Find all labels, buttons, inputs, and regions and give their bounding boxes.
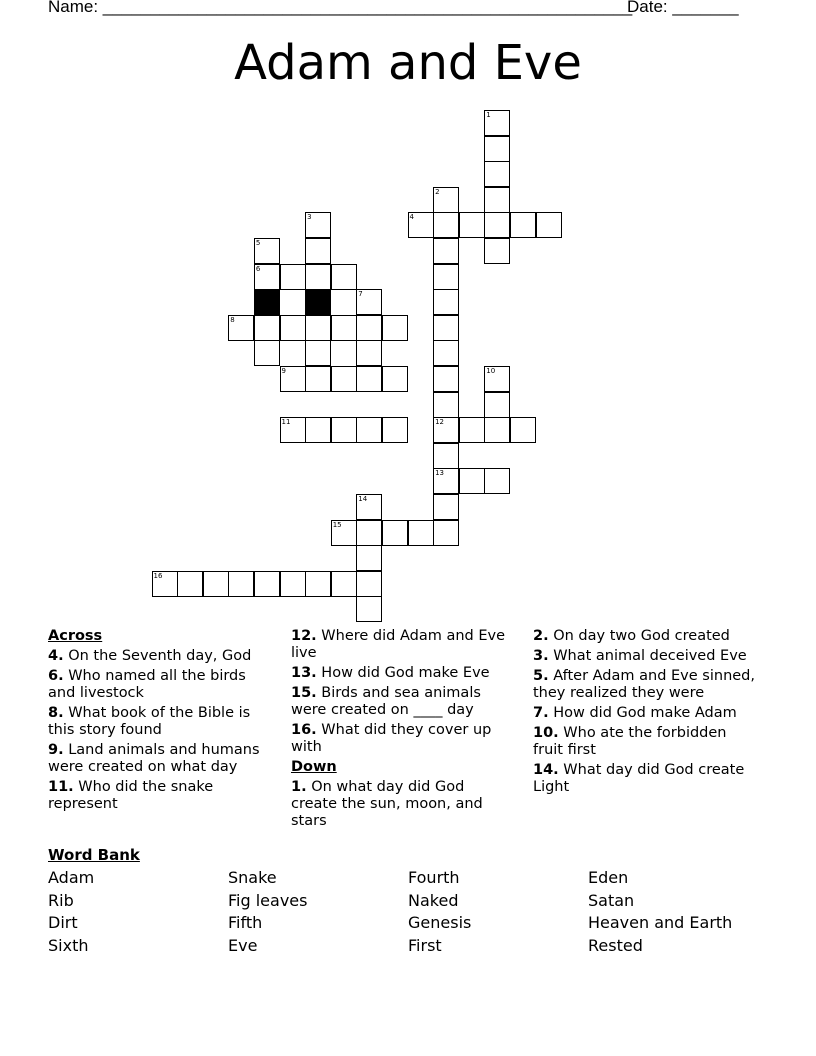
- clue: [533, 725, 755, 759]
- crossword-cell[interactable]: [459, 468, 485, 494]
- black-cell: [254, 289, 280, 315]
- crossword-cell[interactable]: [331, 417, 357, 443]
- down-heading: Down: [291, 759, 337, 775]
- crossword-cell[interactable]: [484, 417, 510, 443]
- word-bank-heading: Word Bank: [48, 846, 140, 864]
- crossword-cell[interactable]: [433, 315, 459, 341]
- crossword-cell[interactable]: [433, 392, 459, 418]
- word-bank-item: Eve: [228, 936, 258, 956]
- clue-text: On the Seventh day, God: [63, 648, 252, 664]
- crossword-cell[interactable]: [356, 417, 382, 443]
- clue: [533, 628, 755, 645]
- crossword-cell[interactable]: [459, 212, 485, 238]
- crossword-cell[interactable]: [433, 468, 459, 494]
- crossword-cell[interactable]: [484, 161, 510, 187]
- crossword-cell[interactable]: [433, 238, 459, 264]
- crossword-cell[interactable]: [510, 212, 536, 238]
- clue-number: 7.: [533, 705, 549, 721]
- clue-number: 11: [281, 418, 291, 427]
- clue-number: 9.: [48, 742, 64, 758]
- clue-text: Birds and sea animals were created on ____ day: [291, 685, 481, 718]
- crossword-cell[interactable]: [484, 468, 510, 494]
- word-bank-item: Naked: [408, 890, 459, 910]
- crossword-cell[interactable]: [331, 520, 357, 546]
- clue-text: Who did the snake represent: [48, 779, 214, 812]
- crossword-cell[interactable]: [433, 212, 459, 238]
- clue-number: 8.: [48, 705, 64, 721]
- crossword-cell[interactable]: [305, 340, 331, 366]
- clue-text: Who ate the forbidden fruit first: [533, 725, 727, 758]
- clue-number: 4: [409, 213, 414, 222]
- name-field-label: Name: ________________________________________________________: [48, 0, 633, 16]
- across-clue-list-continued: [291, 628, 513, 756]
- crossword-cell[interactable]: [305, 212, 331, 238]
- word-bank-item: Dirt: [48, 913, 78, 933]
- word-bank-item: Heaven and Earth: [588, 913, 733, 933]
- clue: [291, 665, 513, 682]
- word-bank-item: Satan: [588, 890, 635, 910]
- clue-number: 1.: [291, 779, 307, 795]
- clue-text: What day did God create Light: [533, 762, 745, 795]
- crossword-cell[interactable]: [433, 417, 459, 443]
- crossword-cell[interactable]: [305, 417, 331, 443]
- crossword-cell[interactable]: [408, 212, 434, 238]
- clues-column-3: [533, 628, 755, 799]
- clue-number: 3.: [533, 648, 549, 664]
- clue: [48, 705, 270, 739]
- clue-text: On what day did God create the sun, moon, and stars: [291, 779, 483, 829]
- crossword-cell[interactable]: [177, 571, 203, 597]
- clue-number: 6.: [48, 668, 64, 684]
- crossword-cell[interactable]: [356, 340, 382, 366]
- clues-column-2: [291, 628, 513, 833]
- clue-text: After Adam and Eve sinned, they realized they were: [533, 668, 755, 701]
- clue-number: 4.: [48, 648, 64, 664]
- crossword-cell[interactable]: [305, 264, 331, 290]
- word-bank-item: Snake: [228, 868, 277, 887]
- crossword-cell[interactable]: [356, 520, 382, 546]
- word-bank-item: Fourth: [408, 868, 460, 887]
- clue-text: How did God make Eve: [316, 665, 490, 681]
- clue-number: 14: [358, 495, 368, 503]
- clue-number: 6: [255, 264, 261, 273]
- word-bank-item: Fig leaves: [228, 890, 308, 910]
- crossword-cell[interactable]: [356, 289, 382, 315]
- clue-text: What did they cover up with: [291, 722, 492, 755]
- clue-text: What animal deceived Eve: [548, 648, 747, 664]
- crossword-cell[interactable]: [510, 417, 536, 443]
- crossword-cell[interactable]: [433, 366, 459, 392]
- clue-text: Who named all the birds and livestock: [48, 668, 246, 701]
- word-bank-item: Eden: [588, 868, 629, 887]
- crossword-cell[interactable]: [305, 366, 331, 392]
- crossword-cell[interactable]: [203, 571, 229, 597]
- clue-number: 16.: [291, 722, 317, 738]
- black-cell: [305, 289, 331, 315]
- crossword-cell[interactable]: [484, 366, 510, 392]
- clue: [291, 628, 513, 662]
- crossword-cell[interactable]: [254, 340, 280, 366]
- crossword-cell[interactable]: [382, 417, 408, 443]
- clues-column-1: [48, 628, 270, 816]
- crossword-cell[interactable]: [433, 289, 459, 315]
- crossword-cell[interactable]: [280, 571, 306, 597]
- clue: [533, 705, 755, 722]
- crossword-cell[interactable]: [433, 340, 459, 366]
- word-bank-item: Adam: [48, 868, 95, 887]
- clue: [291, 722, 513, 756]
- crossword-cell[interactable]: [152, 571, 178, 597]
- crossword-cell[interactable]: [228, 571, 254, 597]
- down-clue-list-continued: [533, 628, 755, 796]
- clue-number: 15.: [291, 685, 317, 701]
- clue: [533, 762, 755, 796]
- word-bank-item: Sixth: [48, 936, 89, 956]
- clue-text: On day two God created: [548, 628, 730, 644]
- clue-number: 10: [486, 367, 496, 375]
- crossword-cell[interactable]: [408, 520, 434, 546]
- crossword-cell[interactable]: [356, 366, 382, 392]
- crossword-cell[interactable]: [433, 187, 459, 213]
- crossword-cell[interactable]: [254, 571, 280, 597]
- crossword-cell[interactable]: [433, 494, 459, 520]
- clue-text: Where did Adam and Eve live: [291, 628, 506, 661]
- clue-number: 8: [230, 315, 235, 324]
- crossword-cell[interactable]: [382, 315, 408, 341]
- crossword-cell[interactable]: [331, 366, 357, 392]
- clue-number: 5: [255, 239, 261, 247]
- crossword-cell[interactable]: [305, 315, 331, 341]
- crossword-cell[interactable]: [280, 264, 306, 290]
- clue-number: 14.: [533, 762, 559, 778]
- across-heading: Across: [48, 628, 103, 644]
- crossword-cell[interactable]: [484, 238, 510, 264]
- clue-number: 1: [486, 111, 491, 119]
- crossword-cell[interactable]: [280, 366, 306, 392]
- crossword-cell[interactable]: [484, 212, 510, 238]
- word-bank-item: First: [408, 936, 442, 956]
- crossword-cell[interactable]: [536, 212, 562, 238]
- crossword-cell[interactable]: [356, 494, 382, 520]
- clue-number: 10.: [533, 725, 559, 741]
- crossword-cell[interactable]: [356, 315, 382, 341]
- clue: [48, 742, 270, 776]
- crossword-cell[interactable]: [228, 315, 254, 341]
- clue-number: 13.: [291, 665, 317, 681]
- clue: [533, 668, 755, 702]
- crossword-cell[interactable]: [356, 596, 382, 622]
- clue-text: How did God make Adam: [548, 705, 737, 721]
- page-title: Adam and Eve: [234, 35, 582, 91]
- crossword-cell[interactable]: [305, 571, 331, 597]
- clue-number: 12: [435, 418, 445, 427]
- clue-number: 3: [307, 213, 312, 222]
- crossword-cell[interactable]: [484, 392, 510, 418]
- crossword-cell[interactable]: [254, 264, 280, 290]
- crossword-cell[interactable]: [280, 315, 306, 341]
- crossword-cell[interactable]: [254, 315, 280, 341]
- crossword-cell[interactable]: [484, 136, 510, 162]
- crossword-cell[interactable]: [433, 443, 459, 469]
- crossword-cell[interactable]: [356, 571, 382, 597]
- crossword-cell[interactable]: [382, 520, 408, 546]
- word-bank-item: Fifth: [228, 913, 263, 933]
- crossword-cell[interactable]: [331, 264, 357, 290]
- word-bank-item: Rib: [48, 890, 74, 910]
- crossword-cell[interactable]: [331, 571, 357, 597]
- word-bank-item: Rested: [588, 936, 643, 956]
- crossword-cell[interactable]: [484, 187, 510, 213]
- clue-number: 2: [435, 187, 440, 196]
- crossword-cell[interactable]: [459, 417, 485, 443]
- crossword-cell[interactable]: [484, 110, 510, 136]
- crossword-cell[interactable]: [382, 366, 408, 392]
- date-field-label: Date: _______: [627, 0, 739, 16]
- clue: [48, 779, 270, 813]
- crossword-cell[interactable]: [356, 545, 382, 571]
- word-bank-item: Genesis: [408, 913, 472, 933]
- clue-number: 5.: [533, 668, 549, 684]
- clue-number: 7: [358, 290, 363, 299]
- clue-number: 13: [435, 469, 445, 478]
- crossword-cell[interactable]: [254, 238, 280, 264]
- crossword-cell[interactable]: [280, 417, 306, 443]
- crossword-cell[interactable]: [433, 264, 459, 290]
- crossword-cell[interactable]: [305, 238, 331, 264]
- clue: [48, 648, 270, 665]
- down-clue-list: [291, 779, 513, 830]
- clue: [291, 685, 513, 719]
- clue-number: 9: [281, 367, 286, 375]
- crossword-cell[interactable]: [433, 520, 459, 546]
- clue: [48, 668, 270, 702]
- clue-text: Land animals and humans were created on what day: [48, 742, 260, 775]
- clue: [291, 779, 513, 830]
- clue: [533, 648, 755, 665]
- clue-number: 15: [332, 520, 342, 529]
- across-clue-list: [48, 648, 270, 813]
- clue-number: 12.: [291, 628, 317, 644]
- clue-text: What book of the Bible is this story found: [48, 705, 251, 738]
- crossword-cell[interactable]: [331, 315, 357, 341]
- clue-number: 2.: [533, 628, 549, 644]
- clue-number: 16: [153, 571, 163, 580]
- clue-number: 11.: [48, 779, 74, 795]
